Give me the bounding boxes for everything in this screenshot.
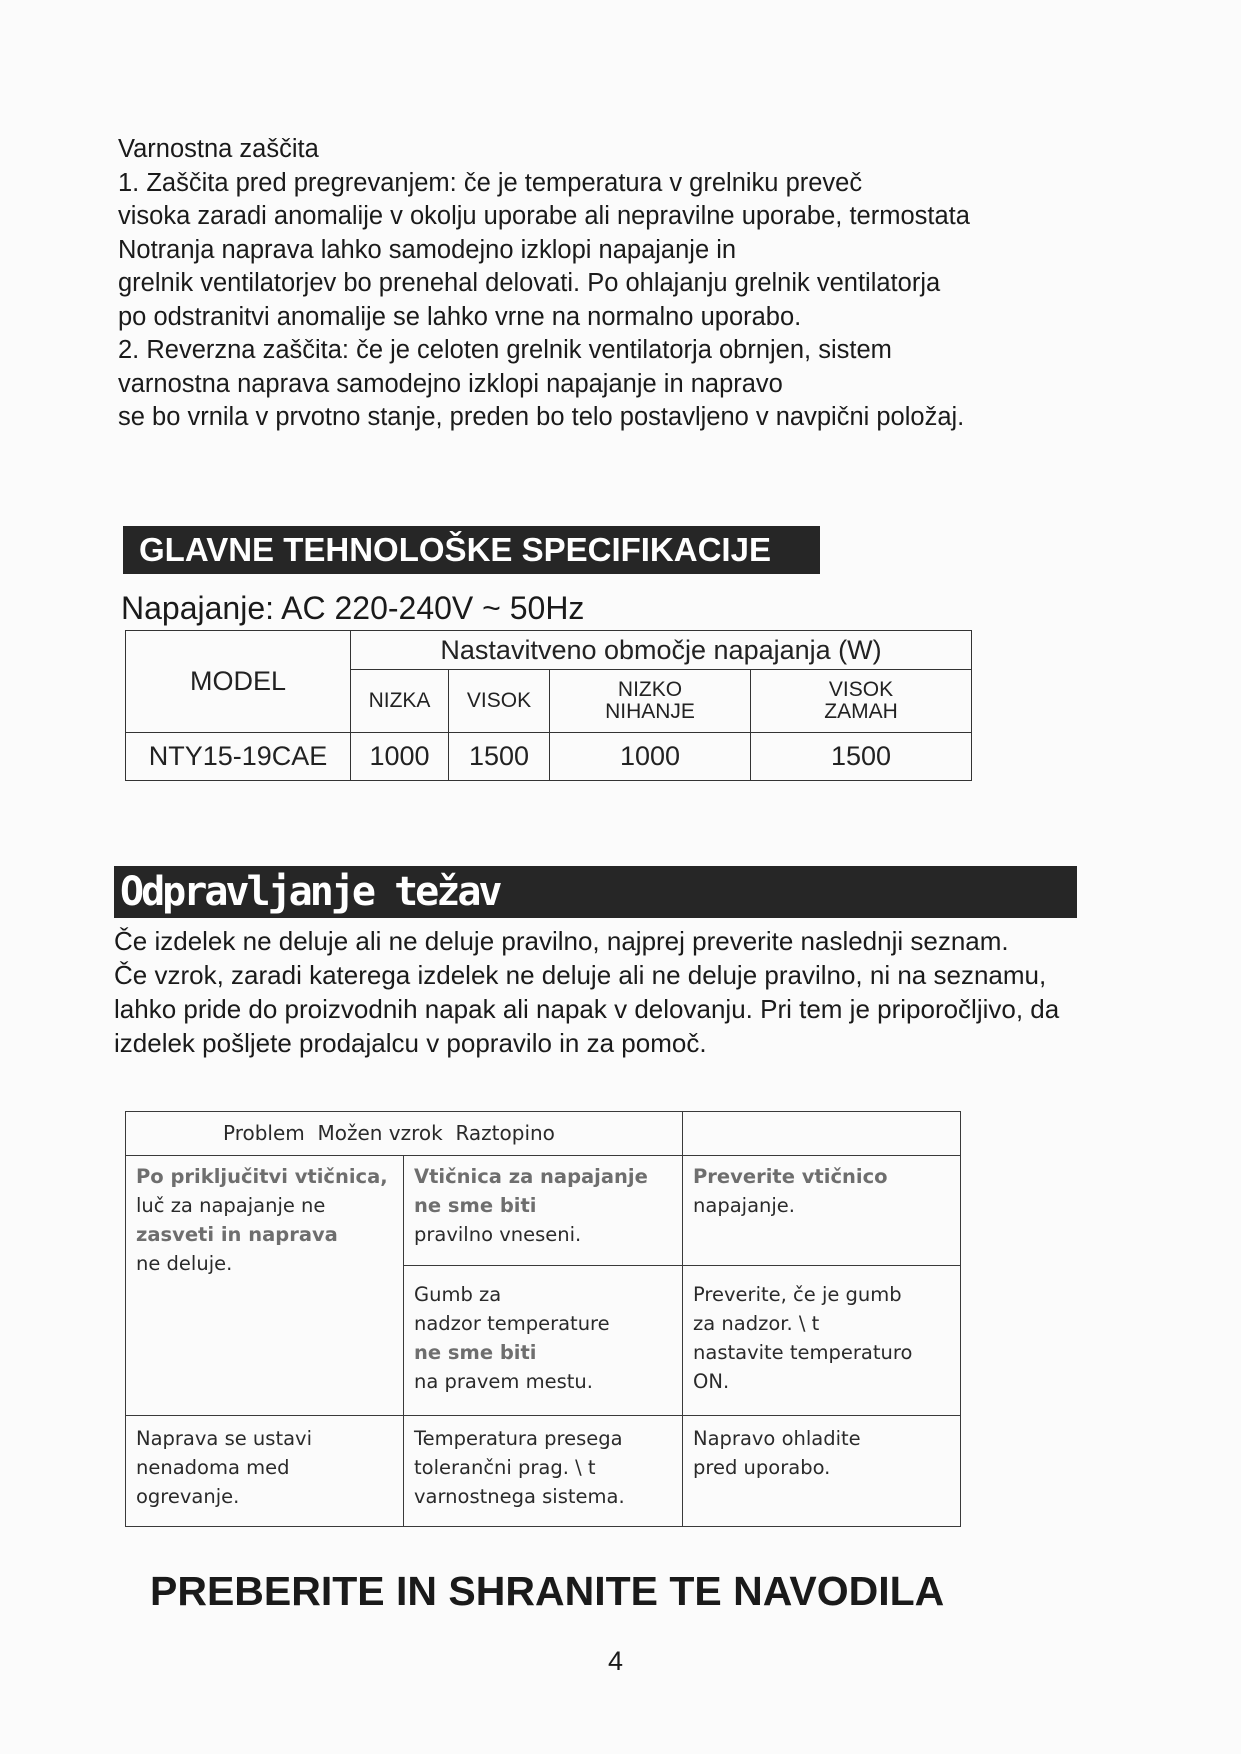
intro-line: izdelek pošljete prodajalcu v popravilo in za pomoč. xyxy=(114,1028,707,1058)
low-header: NIZKA xyxy=(351,670,449,733)
troubleshooting-heading: Odpravljanje težav xyxy=(114,866,1077,918)
safety-line: visoka zaradi anomalije v okolju uporabe ali nepravilne uporabe, termostata xyxy=(118,202,970,230)
power-supply-text: Napajanje: AC 220-240V ~ 50Hz xyxy=(121,590,585,626)
troubleshooting-table xyxy=(125,1111,961,1527)
intro-line: Če vzrok, zaradi katerega izdelek ne deluje ali ne deluje pravilno, ni na seznamu, xyxy=(114,960,1047,990)
safety-line: Notranja naprava lahko samodejno izklopi napajanje in xyxy=(118,235,737,264)
read-and-keep-instructions-title: PREBERITE IN SHRANITE TE NAVODILA xyxy=(150,1568,945,1614)
safety-line: se bo vrnila v prvotno stanje, preden bo telo postavljeno v navpični položaj. xyxy=(118,403,965,431)
solution-cell: Preverite, če je gumb za nadzor. \ t nastavite temperaturo ON. xyxy=(683,1265,961,1415)
problem-cell: Po priključitvi vtičnica, luč za napajanje ne zasveti in naprava ne deluje. xyxy=(126,1155,404,1415)
cause-cell: Vtičnica za napajanje ne sme biti pravilno vneseni. xyxy=(404,1155,683,1265)
cause-cell: Temperatura presega tolerančni prag. \ t varnostnega sistema. xyxy=(404,1415,683,1526)
cause-cell: Gumb za nadzor temperature ne sme biti na pravem mestu. xyxy=(404,1265,683,1415)
safety-line: grelnik ventilatorjev bo prenehal delovati. Po ohlajanju grelnik ventilatorja xyxy=(118,269,941,297)
model-value: NTY15-19CAE xyxy=(126,733,351,781)
safety-line: varnostna naprava samodejno izklopi napajanje in napravo xyxy=(118,369,783,398)
specifications-table xyxy=(125,630,972,781)
solution-cell: Preverite vtičnico napajanje. xyxy=(683,1155,961,1265)
empty-header-cell xyxy=(683,1112,961,1156)
safety-protection-section xyxy=(118,133,1078,435)
specifications-heading: GLAVNE TEHNOLOŠKE SPECIFIKACIJE xyxy=(123,526,820,574)
model-header: MODEL xyxy=(126,631,351,733)
problem-cell: Naprava se ustavi nenadoma med ogrevanje. xyxy=(126,1415,404,1526)
power-range-header: Nastavitveno območje napajanja (W) xyxy=(351,631,972,670)
low-swing-header: NIZKO NIHANJE xyxy=(550,670,751,733)
intro-line: lahko pride do proizvodnih napak ali napak v delovanju. Pri tem je priporočljivo, da xyxy=(114,994,1060,1024)
safety-line: po odstranitvi anomalije se lahko vrne na normalno uporabo. xyxy=(118,302,802,331)
safety-line: Varnostna zaščita xyxy=(118,135,319,163)
safety-line: 1. Zaščita pred pregrevanjem: če je temperatura v grelniku preveč xyxy=(118,168,863,197)
intro-line: Če izdelek ne deluje ali ne deluje pravilno, najprej preverite naslednji seznam. xyxy=(114,926,1009,956)
troubleshooting-intro xyxy=(114,924,1134,1060)
safety-line: 2. Reverzna zaščita: če je celoten grelnik ventilatorja obrnjen, sistem xyxy=(118,336,892,364)
solution-cell: Napravo ohladite pred uporabo. xyxy=(683,1415,961,1526)
high-value: 1500 xyxy=(449,733,550,781)
high-swing-value: 1500 xyxy=(751,733,972,781)
low-value: 1000 xyxy=(351,733,449,781)
high-header: VISOK xyxy=(449,670,550,733)
troubleshooting-table-header: Problem Možen vzrok Raztopino xyxy=(126,1112,683,1156)
low-swing-value: 1000 xyxy=(550,733,751,781)
page-number: 4 xyxy=(608,1646,624,1676)
high-swing-header: VISOK ZAMAH xyxy=(751,670,972,733)
